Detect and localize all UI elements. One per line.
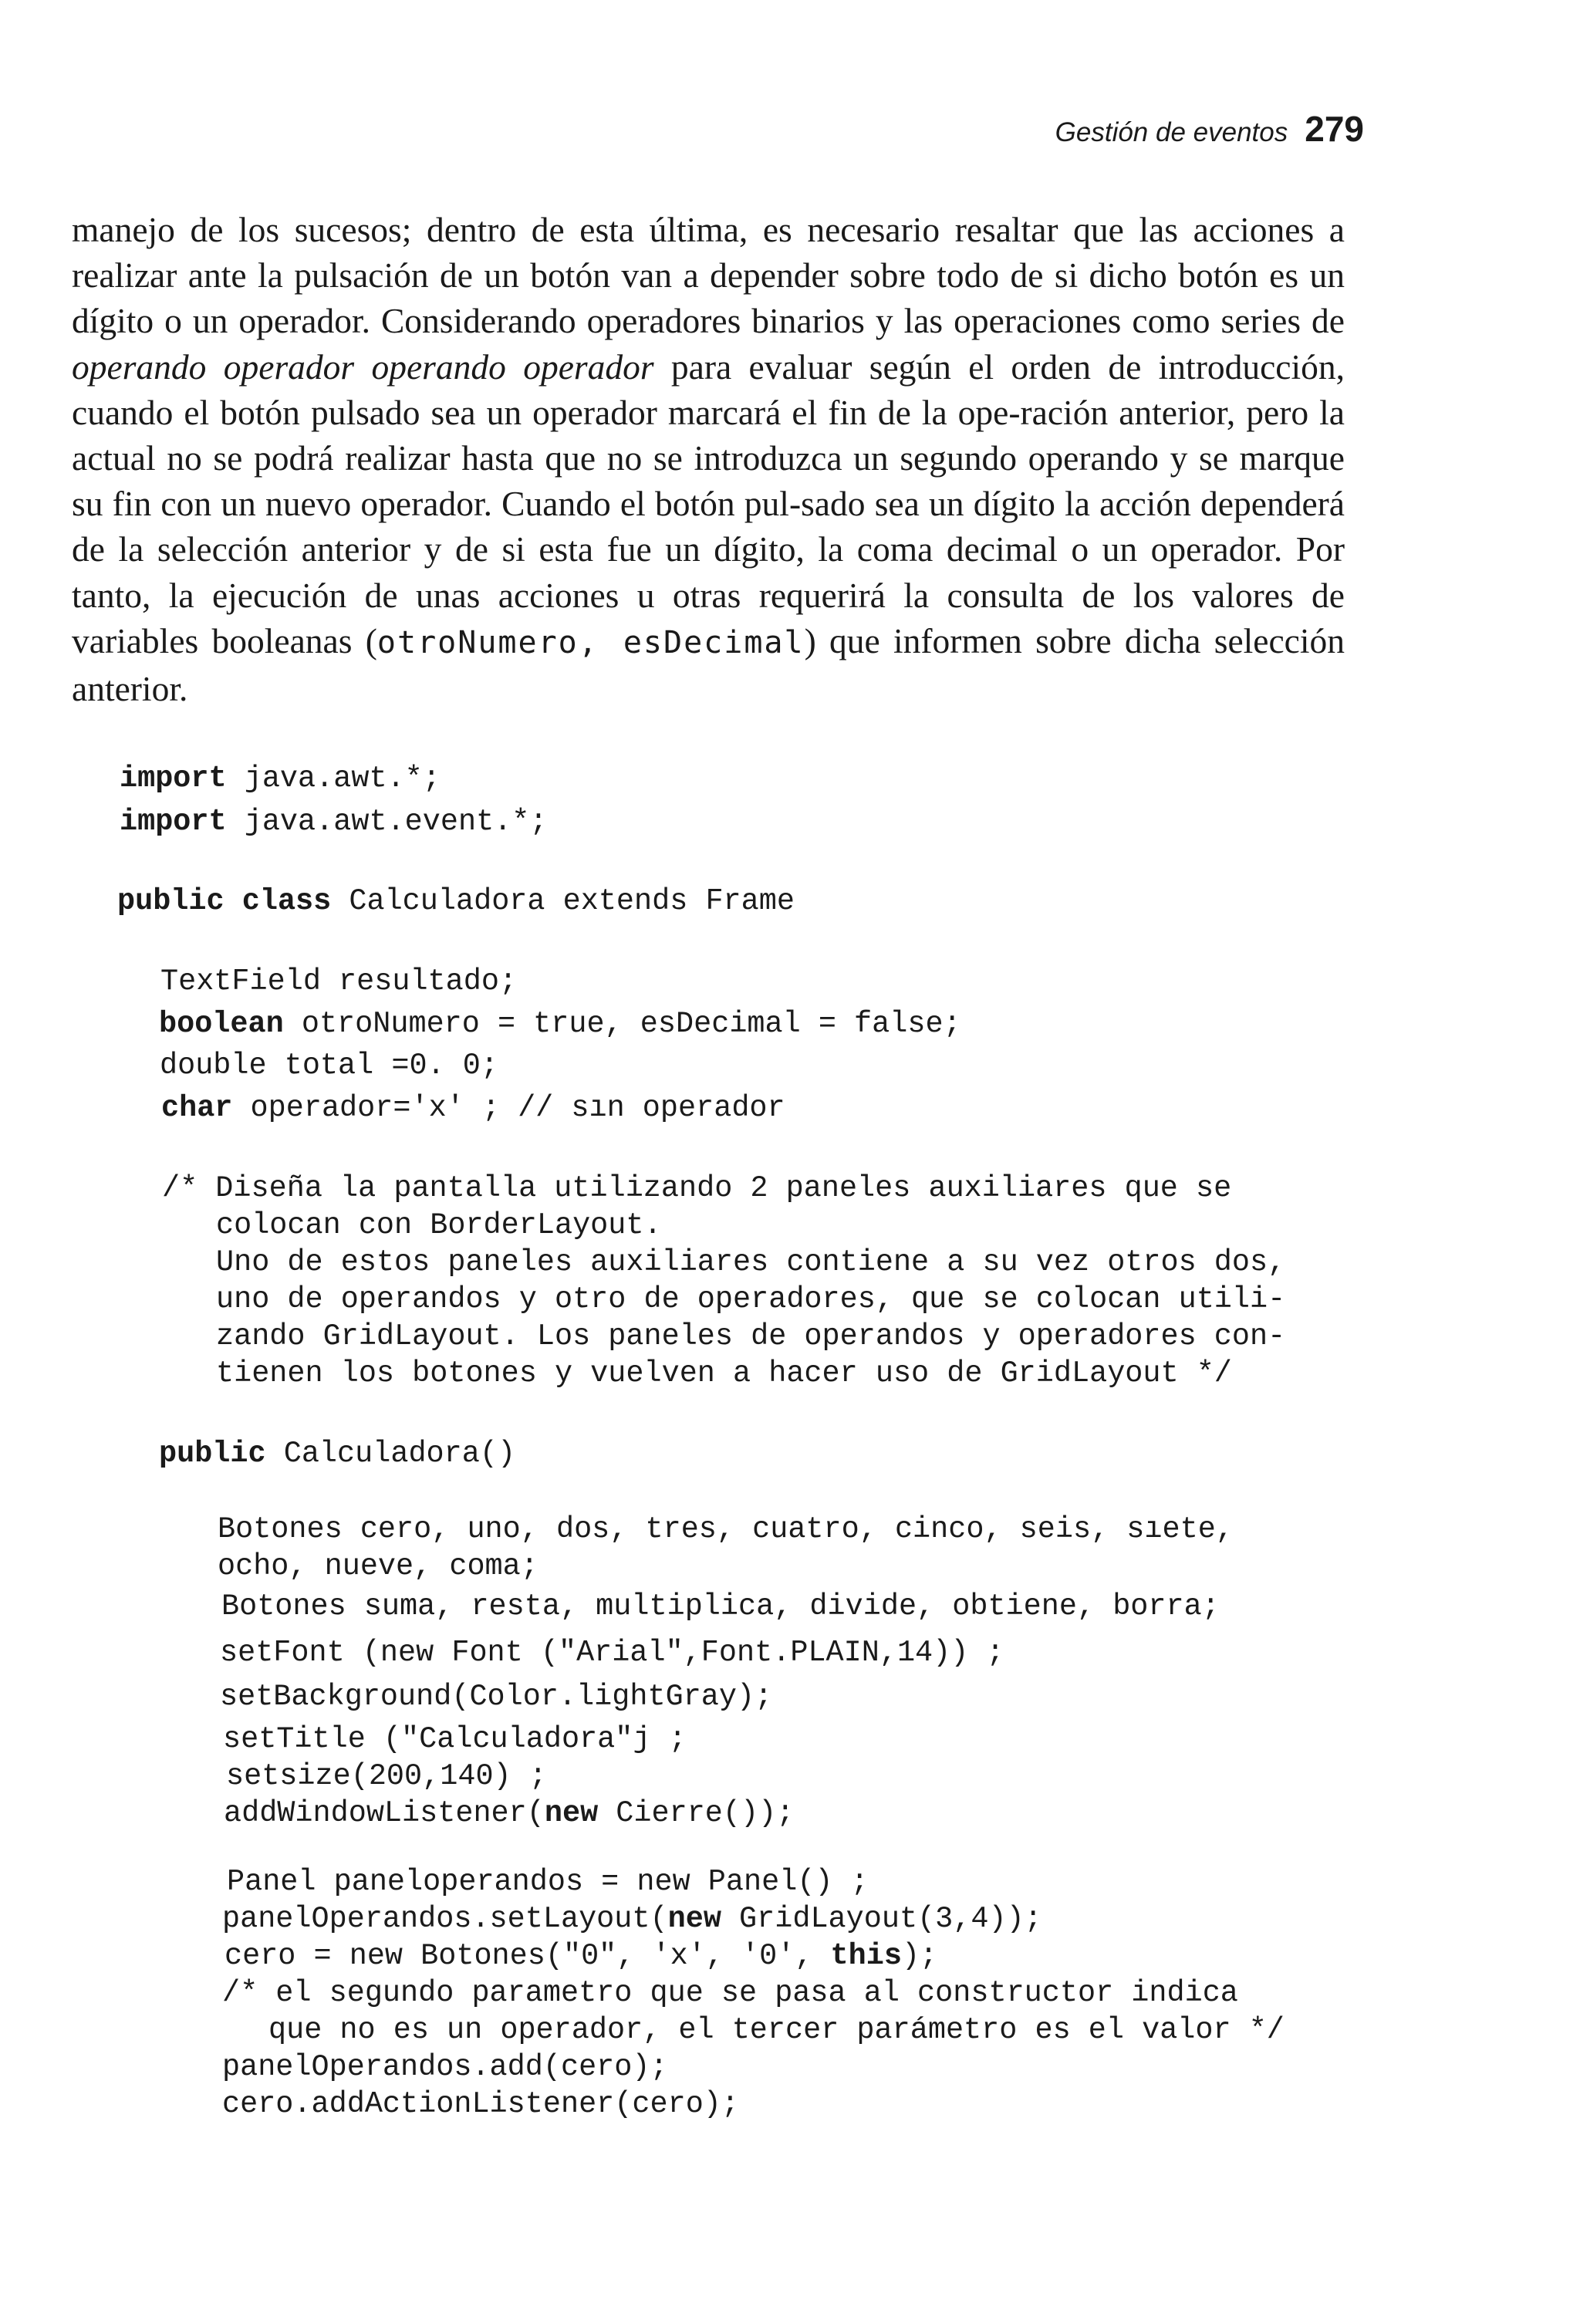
comment-1-line-2: colocan con BorderLayout. [216, 1208, 662, 1242]
class-name: Calculadora extends Frame [331, 884, 795, 918]
code-line-import-awt [120, 760, 441, 797]
constructor-name: Calculadora() [265, 1437, 516, 1471]
addwindowlistener-call: addWindowListener( [224, 1796, 545, 1830]
keyword-public: public [159, 1437, 266, 1471]
paragraph-text-1: manejo de los sucesos; dentro de esta última, es necesario resaltar que las acciones a realizar ante la pulsación de un botón van a depender sobre todo de si dicho botón es un dígito o un operador. Considerando operadores binarios y las operaciones como series de [72, 210, 1345, 341]
setlayout-call: panelOperandos.setLayout( [222, 1902, 668, 1936]
code-line-setlayout [222, 1900, 1042, 1937]
section-title: Gestión de eventos [1055, 117, 1288, 147]
comment-1-line-6: tienen los botones y vuelven a hacer uso de GridLayout */ [216, 1356, 1232, 1390]
boolean-fields: otroNumero = true, esDecimal = false; [283, 1007, 961, 1041]
paragraph-text-2: para evaluar según el orden de introducción, cuando el botón pulsado sea un operador marcará el fin de la ope-ración anterior, pero la actual no se podrá realizar hasta que no se introduzca un segundo operando y se marque su fin con un nuevo operador. Cuando el botón pul-sado sea un dígito la acción dependerá de la selección anterior y de si esta fue un dígito, la coma decimal o un operador. Por tanto, la ejecución de unas acciones u otras requerirá la consulta de los valores de variables booleanas ( [72, 346, 1345, 660]
import-event-path: java.awt.event.*; [226, 805, 548, 839]
comment-1-line-1: /* Diseña la pantalla utilizando 2 paneles auxiliares que se [162, 1171, 1232, 1205]
addwindowlistener-arg: Cierre()); [598, 1796, 795, 1830]
keyword-import: import [120, 805, 227, 839]
code-line-textfield: TextField resultado; [160, 964, 518, 998]
keyword-class: class [241, 884, 332, 918]
code-line-listener-cero: cero.addActionListener(cero); [222, 2087, 740, 2121]
keyword-char: char [161, 1091, 233, 1125]
setlayout-arg: GridLayout(3,4)); [721, 1902, 1042, 1936]
keyword-public: public [117, 884, 225, 918]
keyword-new: new [544, 1796, 599, 1830]
comment-1-line-5: zando GridLayout. Los paneles de operandos y operadores con- [216, 1319, 1286, 1353]
comment-1-line-4: uno de operandos y otro de operadores, que se colocan utili- [216, 1282, 1286, 1316]
variable-esDecimal: esDecimal [623, 624, 805, 660]
code-line-setbackground: setBackground(Color.lightGray); [220, 1680, 773, 1714]
paragraph-italic-phrase: operando operador operando operador [72, 346, 654, 387]
cero-constructor-call: cero = new Botones("0", 'x', '0', [225, 1939, 831, 1973]
page-number: 279 [1305, 109, 1364, 149]
code-line-botones-1: Botones cero, uno, dos, tres, cuatro, cinco, seis, sıete, [218, 1512, 1234, 1546]
keyword-import: import [120, 762, 227, 795]
code-line-add-cero: panelOperandos.add(cero); [222, 2050, 668, 2084]
code-line-settitle: setTitle ("Calculadora"j ; [223, 1722, 687, 1756]
code-line-panel-decl: Panel paneloperandos = new Panel() ; [227, 1865, 869, 1899]
code-line-class-decl [117, 883, 795, 920]
keyword-new: new [667, 1902, 721, 1936]
comment-2-line-2: que no es un operador, el tercer parámetro es el valor */ [268, 2013, 1285, 2047]
code-line-char [161, 1089, 785, 1127]
code-line-cero-new [225, 1937, 937, 1974]
keyword-this: this [830, 1939, 902, 1973]
import-awt-path: java.awt.*; [226, 762, 441, 795]
body-paragraph [72, 207, 1345, 711]
code-line-double: double total =0. 0; [160, 1049, 498, 1083]
variable-separator: , [578, 624, 623, 660]
code-line-constructor [159, 1435, 515, 1472]
code-line-addwindowlistener [224, 1795, 794, 1832]
code-line-boolean [159, 1005, 961, 1042]
paragraph-text-3: ) que informen sobre dicha selección anterior. [72, 620, 1345, 709]
comment-2-line-1: /* el segundo parametro que se pasa al constructor indica [222, 1976, 1238, 2010]
running-header [1055, 108, 1364, 150]
code-line-setsize: setsize(200,140) ; [226, 1759, 547, 1793]
cero-call-end: ); [901, 1939, 938, 1973]
char-field: operador='x' ; // sın operador [232, 1091, 785, 1125]
comment-1-line-3: Uno de estos paneles auxiliares contiene a su vez otros dos, [216, 1245, 1286, 1279]
code-line-botones-2: Botones suma, resta, multiplica, divide, obtiene, borra; [221, 1589, 1220, 1623]
code-line-botones-1-cont: ocho, nueve, coma; [218, 1549, 538, 1583]
code-line-setfont: setFont (new Font ("Arial",Font.PLAIN,14)) ; [220, 1636, 1004, 1670]
code-line-import-event [120, 803, 548, 840]
keyword-boolean: boolean [159, 1007, 284, 1041]
variable-otroNumero: otroNumero [376, 624, 579, 660]
